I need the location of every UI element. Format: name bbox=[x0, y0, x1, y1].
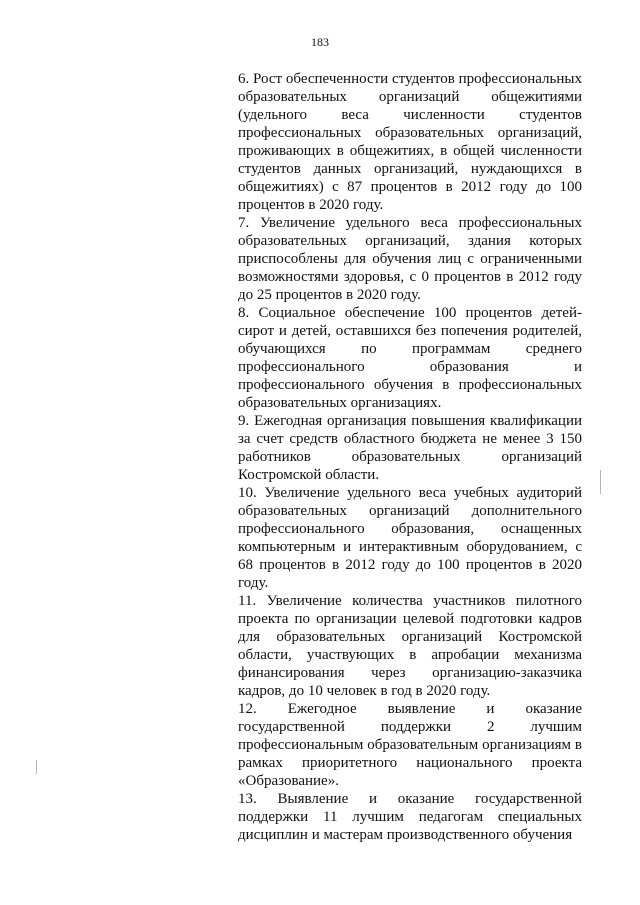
scan-mark bbox=[36, 760, 37, 774]
list-item: 6. Рост обеспеченности студентов профессиональных образовательных организаций общежитиями (удельного веса численности студентов профессиональных образовательных организаций, проживающих в общежитиях, в общей численности студентов данных организаций, нуждающихся в общежитиях) с 87 процентов в 2012 году до 100 процентов в 2020 году. bbox=[238, 71, 582, 213]
list-item: 8. Социальное обеспечение 100 процентов детей-сирот и детей, оставшихся без попечения родителей, обучающихся по программам среднего профессионального образования и профессионального обучения в профессиональных образовательных организациях. bbox=[238, 305, 582, 411]
scan-mark bbox=[600, 470, 601, 494]
list-item: 7. Увеличение удельного веса профессиональных образовательных организаций, здания которых приспособлены для обучения лиц с ограниченными возможностями здоровья, с 0 процентов в 2012 году до 25 процентов в 2020 году. bbox=[238, 215, 582, 303]
list-item: 9. Ежегодная организация повышения квалификации за счет средств областного бюджета не менее 3 150 работников образовательных организаций Костромской области. bbox=[238, 413, 582, 483]
document-body bbox=[238, 70, 582, 844]
list-item: 10. Увеличение удельного веса учебных аудиторий образовательных организаций дополнительного профессионального образования, оснащенных компьютерным и интерактивным оборудованием, с 68 процентов в 2012 году до 100 процентов в 2020 году. bbox=[238, 485, 582, 591]
list-item: 13. Выявление и оказание государственной поддержки 11 лучшим педагогам специальных дисциплин и мастерам производственного обучения bbox=[238, 791, 582, 843]
list-item: 11. Увеличение количества участников пилотного проекта по организации целевой подготовки кадров для образовательных организаций Костромской области, участвующих в апробации механизма финансирования через организацию-заказчика кадров, до 10 человек в год в 2020 году. bbox=[238, 593, 582, 699]
list-item: 12. Ежегодное выявление и оказание государственной поддержки 2 лучшим профессиональным образовательным организациям в рамках приоритетного национального проекта «Образование». bbox=[238, 701, 582, 789]
page-number: 183 bbox=[311, 35, 329, 49]
